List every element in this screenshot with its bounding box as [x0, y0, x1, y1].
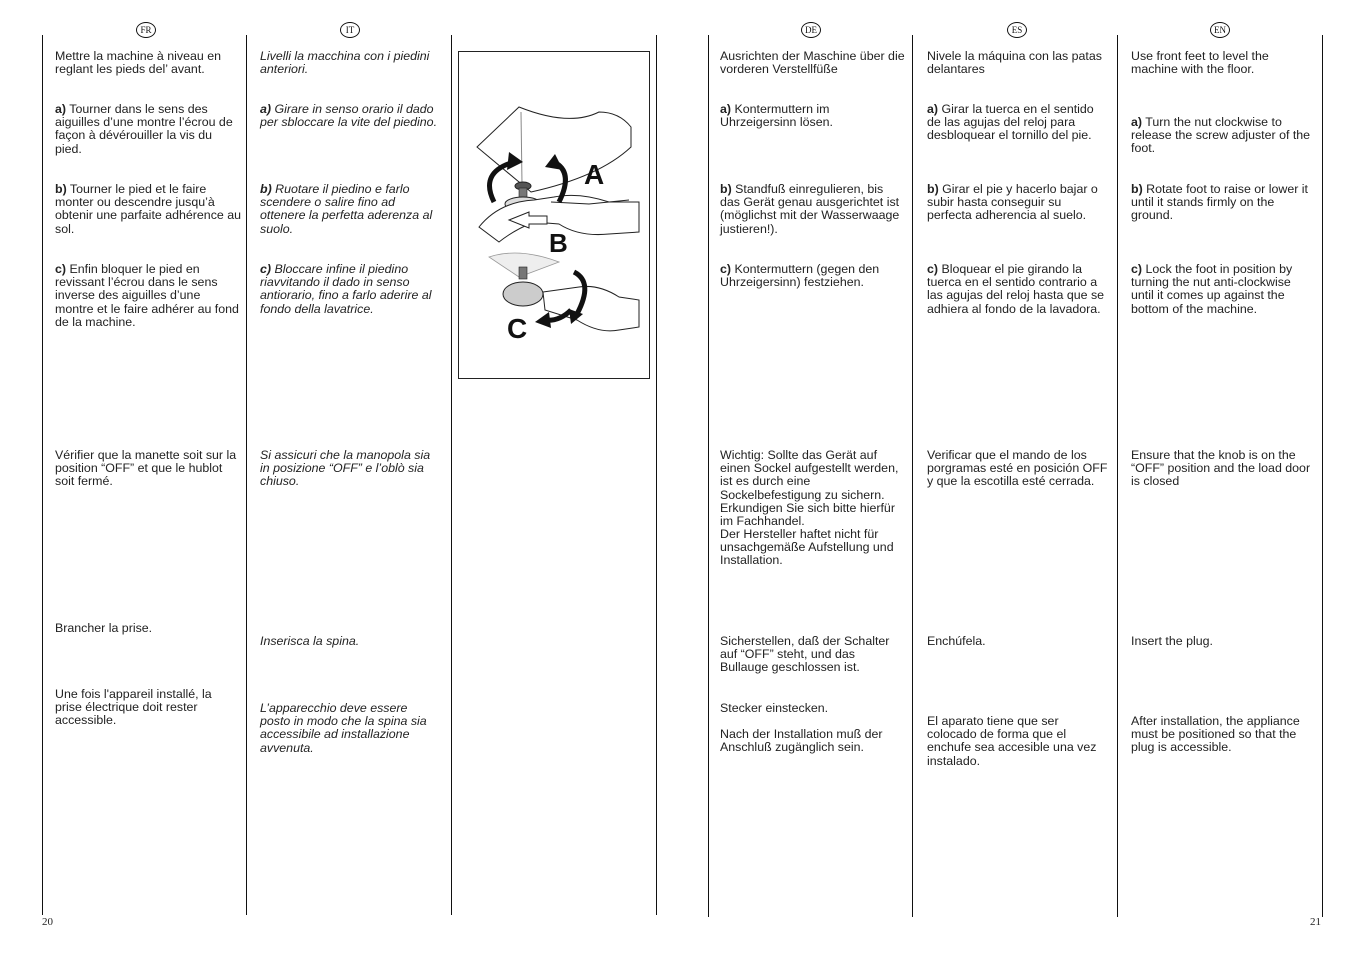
de-step-a: a) Kontermuttern im Uhrzeigersinn lösen.: [720, 102, 833, 130]
fr-accessible: Une fois l'appareil installé, la prise électrique doit rester accessible.: [55, 687, 212, 728]
de-check-off: Sicherstellen, daß der Schalter auf “OFF” steht, und das Bullauge geschlossen ist.: [720, 634, 890, 675]
language-badge-en: EN: [1210, 22, 1230, 38]
language-badge-fr: FR: [136, 22, 156, 38]
es-check-off: Verificar que el mando de los porgramas esté en posición OFF y que la escotilla esté cerrada.: [927, 448, 1108, 489]
column-rule: [42, 35, 43, 915]
it-step-a: a) Girare in senso orario il dado per sbloccare la vite del piedino.: [260, 102, 438, 130]
en-step-c: c) Lock the foot in position by turning the nut anti-clockwise until it comes up against the bottom of the machine.: [1131, 262, 1293, 316]
figure-label-b: B: [549, 228, 568, 258]
fr-check-off: Vérifier que la manette soit sur la position “OFF” et que le hublot soit fermé.: [55, 448, 237, 489]
language-badge-it: IT: [340, 22, 360, 38]
language-badge-es: ES: [1007, 22, 1027, 38]
column-rule: [912, 35, 913, 917]
es-step-a: a) Girar la tuerca en el sentido de las agujas del reloj para desbloquear el tornillo del pie.: [927, 102, 1094, 143]
column-rule: [451, 35, 452, 915]
foot-adjustment-drawing: [459, 52, 649, 378]
es-plug: Enchúfela.: [927, 634, 986, 648]
es-accessible: El aparato tiene que ser colocado de forma que el enchufe sea accesible una vez instalado.: [927, 714, 1097, 768]
it-check-off: Si assicuri che la manopola sia in posizione “OFF” e l’oblò sia chiuso.: [260, 448, 431, 489]
fr-step-a: a) Tourner dans le sens des aiguilles d’une montre l’écrou de façon à dévérouiller la vis du pied.: [55, 102, 233, 156]
page-number-right: 21: [1310, 916, 1321, 928]
en-step-b: b) Rotate foot to raise or lower it until it stands firmly on the ground.: [1131, 182, 1308, 223]
it-step-c: c) Bloccare infine il piedino riavvitando il dado in senso antiorario, fino a farlo aderire al fondo della lavatrice.: [260, 262, 432, 316]
es-step-c: c) Bloquear el pie girando la tuerca en el sentido contrario a las agujas del reloj hasta que se adhiera al fondo de la lavadora.: [927, 262, 1105, 316]
de-step-b: b) Standfuß einregulieren, bis das Gerät genau ausgerichtet ist (möglichst mit der Wasserwaage justieren!).: [720, 182, 900, 236]
figure-label-c: C: [507, 313, 528, 344]
en-check-off: Ensure that the knob is on the “OFF” position and the load door is closed: [1131, 448, 1311, 489]
it-accessible: L’apparecchio deve essere posto in modo che la spina sia accessibile ad installazione avvenuta.: [260, 701, 427, 755]
en-accessible: After installation, the appliance must be positioned so that the plug is accessible.: [1131, 714, 1300, 755]
de-liability-note: Der Hersteller haftet nicht für unsachgemäße Aufstellung und Installation.: [720, 527, 894, 568]
foot-adjustment-illustration: [458, 51, 650, 379]
en-intro: Use front feet to level the machine with the floor.: [1131, 49, 1269, 77]
en-step-a: a) Turn the nut clockwise to release the screw adjuster of the foot.: [1131, 115, 1311, 156]
it-plug: Inserisca la spina.: [260, 634, 360, 648]
fr-step-c: c) Enfin bloquer le pied en revissant l’écrou dans le sens inverse des aiguilles d’une montre et le faire adhérer au fond de la machine.: [55, 262, 239, 329]
column-rule: [1322, 35, 1323, 917]
column-rule: [246, 35, 247, 915]
de-accessible: Nach der Installation muß der Anschluß zugänglich sein.: [720, 727, 883, 755]
de-plug: Stecker einstecken.: [720, 701, 829, 715]
page-number-left: 20: [42, 916, 53, 928]
it-step-b: b) Ruotare il piedino e farlo scendere o salire fino ad ottenere la perfetta aderenza al suolo.: [260, 182, 433, 236]
column-rule: [656, 35, 657, 915]
de-step-c: c) Kontermuttern (gegen den Uhrzeigersinn) festziehen.: [720, 262, 880, 290]
figure-label-a: A: [584, 159, 605, 190]
de-intro: Ausrichten der Maschine über die vorderen Verstellfüße: [720, 49, 905, 77]
language-badge-de: DE: [801, 22, 821, 38]
en-plug: Insert the plug.: [1131, 634, 1213, 648]
column-rule: [708, 35, 709, 917]
fr-plug: Brancher la prise.: [55, 621, 153, 635]
it-intro: Livelli la macchina con i piedini anteriori.: [260, 49, 430, 77]
de-important-note: Wichtig: Sollte das Gerät auf einen Sockel aufgestellt werden, ist es durch eine Sockelbefestigung zu sichern. Erkundigen Sie sich bitte hierfür im Fachhandel.: [720, 448, 899, 529]
fr-intro: Mettre la machine à niveau en reglant les pieds del’ avant.: [55, 49, 221, 77]
column-rule: [1117, 35, 1118, 917]
fr-step-b: b) Tourner le pied et le faire monter ou descendre jusqu’à obtenir une parfaite adhérence au sol.: [55, 182, 241, 236]
es-step-b: b) Girar el pie y hacerlo bajar o subir hasta conseguir su perfecta adherencia al suelo.: [927, 182, 1098, 223]
es-intro: Nivele la máquina con las patas delantares: [927, 49, 1102, 77]
